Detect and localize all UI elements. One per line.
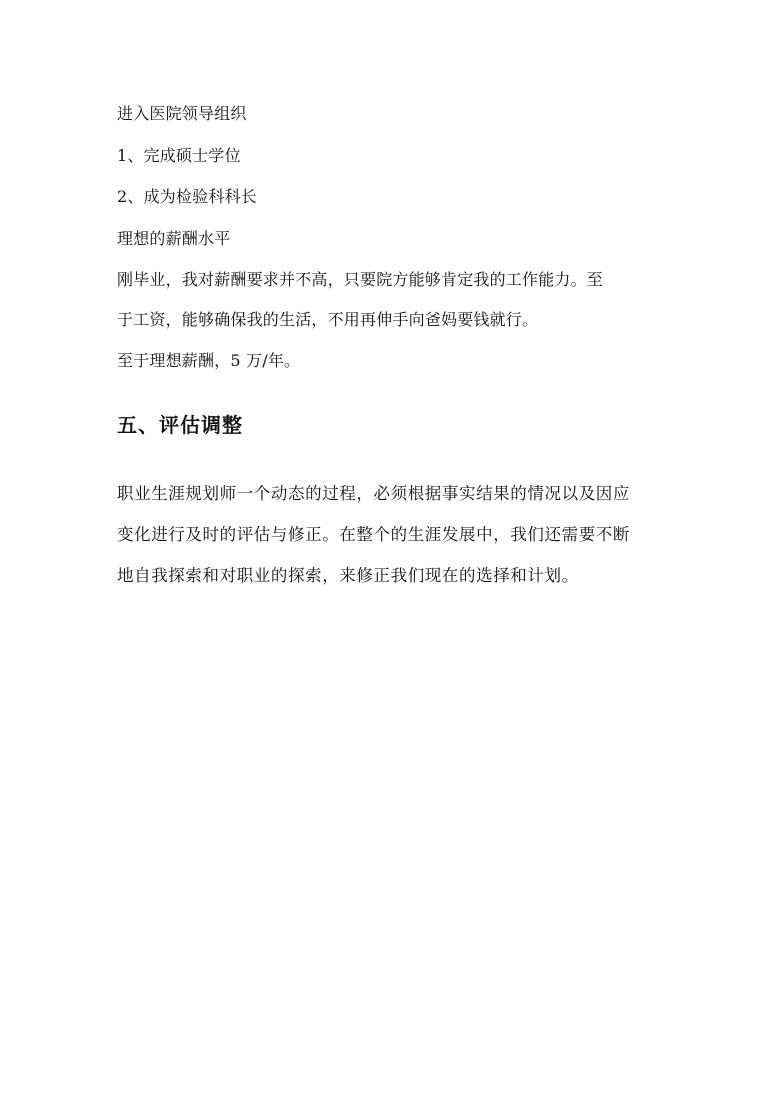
section-heading-evaluation-adjustment: 五、评估调整 xyxy=(117,413,243,437)
text-line-join-hospital-leadership: 进入医院领导组织 xyxy=(117,104,247,123)
salary-paragraph-line-1: 刚毕业，我对薪酬要求并不高，只要院方能够肯定我的工作能力。至 xyxy=(117,270,604,289)
list-item-lab-section-chief: 2、成为检验科科长 xyxy=(117,187,257,206)
salary-paragraph-line-2: 于工资，能够确保我的生活，不用再伸手向爸妈要钱就行。 xyxy=(117,310,539,329)
ideal-salary-line: 至于理想薪酬，5 万/年。 xyxy=(117,351,301,370)
evaluation-paragraph-line-2: 变化进行及时的评估与修正。在整个的生涯发展中，我们还需要不断 xyxy=(117,525,630,544)
subheading-ideal-salary: 理想的薪酬水平 xyxy=(117,229,231,248)
list-item-masters-degree: 1、完成硕士学位 xyxy=(117,146,241,165)
evaluation-paragraph-line-1: 职业生涯规划师一个动态的过程，必须根据事实结果的情况以及因应 xyxy=(117,484,630,503)
evaluation-paragraph-line-3: 地自我探索和对职业的探索，来修正我们现在的选择和计划。 xyxy=(117,566,579,585)
